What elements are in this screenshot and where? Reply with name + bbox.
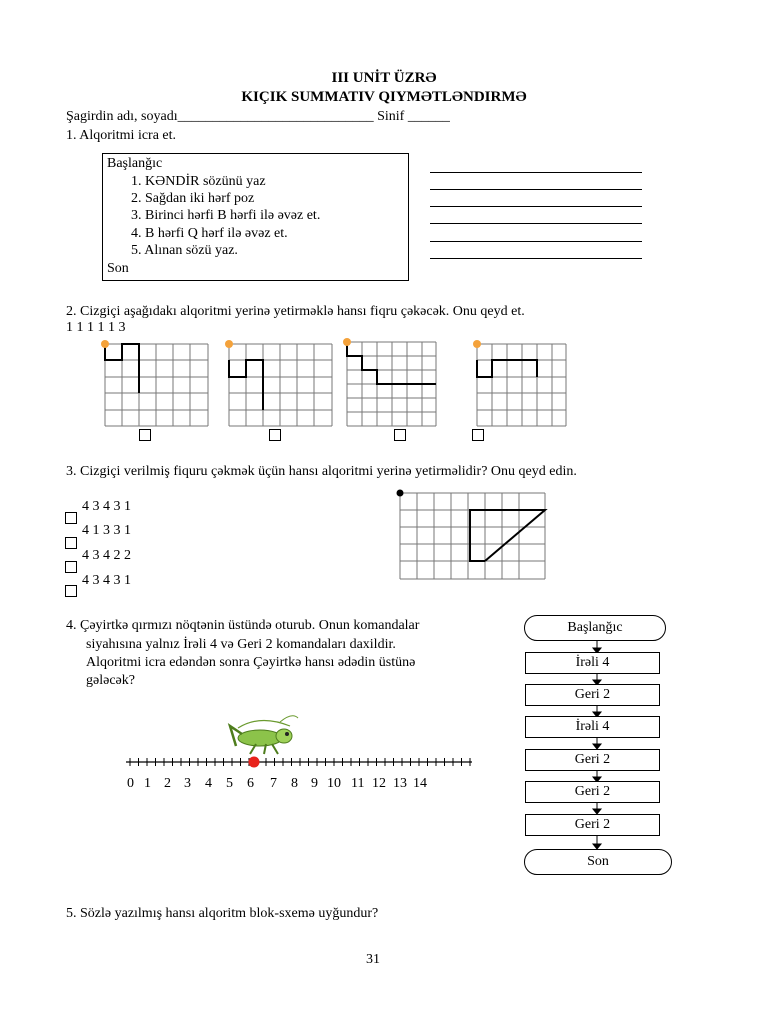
number-label: 12: [372, 776, 386, 791]
flow-step: Geri 2: [525, 814, 660, 836]
q1-start: Başlanğıc: [107, 156, 163, 171]
q3-prompt: 3. Cizgiçi verilmiş fiquru çəkmək üçün hansı alqoritmi yerinə yetirməlidir? Onu qeyd edin.: [66, 464, 577, 479]
number-line: [120, 752, 480, 772]
q3-option-a: 4 3 4 3 1: [82, 499, 131, 514]
q1-prompt: 1. Alqoritmi icra et.: [66, 128, 177, 143]
flow-start: Başlanğıc: [524, 615, 666, 641]
answer-line[interactable]: [430, 258, 642, 259]
number-label: 2: [164, 776, 171, 791]
page-number: 31: [366, 952, 380, 967]
q2-figure-1: [98, 336, 218, 428]
number-label: 6: [247, 776, 254, 791]
flow-end: Son: [524, 849, 672, 875]
number-label: 8: [291, 776, 298, 791]
q3-option-d: 4 3 4 3 1: [82, 573, 131, 588]
q2-prompt: 2. Cizgiçi aşağıdakı alqoritmi yerinə yetirməklə hansı fiqru çəkəcək. Onu qeyd et.: [66, 304, 525, 319]
flow-step: İrəli 4: [525, 652, 660, 674]
q1-step: 4. B hərfi Q hərf ilə əvəz et.: [131, 226, 288, 241]
q2-figure-4: [470, 336, 570, 428]
red-dot: [249, 757, 260, 768]
flow-step: İrəli 4: [525, 716, 660, 738]
grasshopper-icon: [220, 708, 304, 758]
q4-prompt-line: Alqoritmi icra edəndən sonra Çəyirtkə hansı ədədin üstünə: [86, 655, 416, 670]
q2-option-1-checkbox[interactable]: [139, 429, 151, 441]
flow-step: Geri 2: [525, 781, 660, 803]
number-label: 13: [393, 776, 407, 791]
q1-step: 5. Alınan sözü yaz.: [131, 243, 238, 258]
q2-commands: 1 1 1 1 1 3: [66, 320, 126, 335]
number-label: 11: [351, 776, 365, 791]
q2-option-4-checkbox[interactable]: [472, 429, 484, 441]
number-label: 10: [327, 776, 341, 791]
q1-step: 1. KƏNDİR sözünü yaz: [131, 174, 266, 189]
q3-option-a-checkbox[interactable]: [65, 512, 77, 524]
q1-end: Son: [107, 261, 129, 276]
number-label: 7: [270, 776, 277, 791]
student-name-line: Şagirdin adı, soyadı____________________________ Sinif ______: [66, 109, 450, 124]
q3-option-d-checkbox[interactable]: [65, 585, 77, 597]
q3-option-b: 4 1 3 3 1: [82, 523, 131, 538]
number-label: 0: [127, 776, 134, 791]
q4-prompt-line: siyahısına yalnız İrəli 4 və Geri 2 komandaları daxildir.: [86, 637, 396, 652]
q1-step: 3. Birinci hərfi B hərfi ilə əvəz et.: [131, 208, 321, 223]
number-label: 4: [205, 776, 212, 791]
answer-line[interactable]: [430, 223, 642, 224]
q4-prompt-line: 4. Çəyirtkə qırmızı nöqtənin üstündə oturub. Onun komandalar: [66, 618, 420, 633]
title-line-1: III UNİT ÜZRƏ: [331, 70, 437, 86]
flow-step: Geri 2: [525, 749, 660, 771]
q2-option-2-checkbox[interactable]: [269, 429, 281, 441]
q3-figure: [395, 488, 550, 582]
q4-prompt-line: gələcək?: [86, 673, 135, 688]
q5-prompt: 5. Sözlə yazılmış hansı alqoritm blok-sxemə uyğundur?: [66, 906, 379, 921]
q2-figure-3: [340, 334, 440, 428]
flow-step: Geri 2: [525, 684, 660, 706]
answer-line[interactable]: [430, 172, 642, 173]
number-label: 3: [184, 776, 191, 791]
title-line-2: KIÇIK SUMMATIV QIYMƏTLƏNDIRMƏ: [241, 89, 527, 105]
answer-line[interactable]: [430, 206, 642, 207]
q2-figure-2: [222, 336, 342, 428]
answer-line[interactable]: [430, 189, 642, 190]
number-label: 1: [144, 776, 151, 791]
q2-option-3-checkbox[interactable]: [394, 429, 406, 441]
number-label: 9: [311, 776, 318, 791]
number-label: 5: [226, 776, 233, 791]
q1-step: 2. Sağdan iki hərf poz: [131, 191, 255, 206]
q3-option-b-checkbox[interactable]: [65, 537, 77, 549]
q3-option-c: 4 3 4 2 2: [82, 548, 131, 563]
answer-line[interactable]: [430, 241, 642, 242]
q1-algorithm-box: [102, 153, 409, 281]
number-label: 14: [413, 776, 427, 791]
q3-option-c-checkbox[interactable]: [65, 561, 77, 573]
